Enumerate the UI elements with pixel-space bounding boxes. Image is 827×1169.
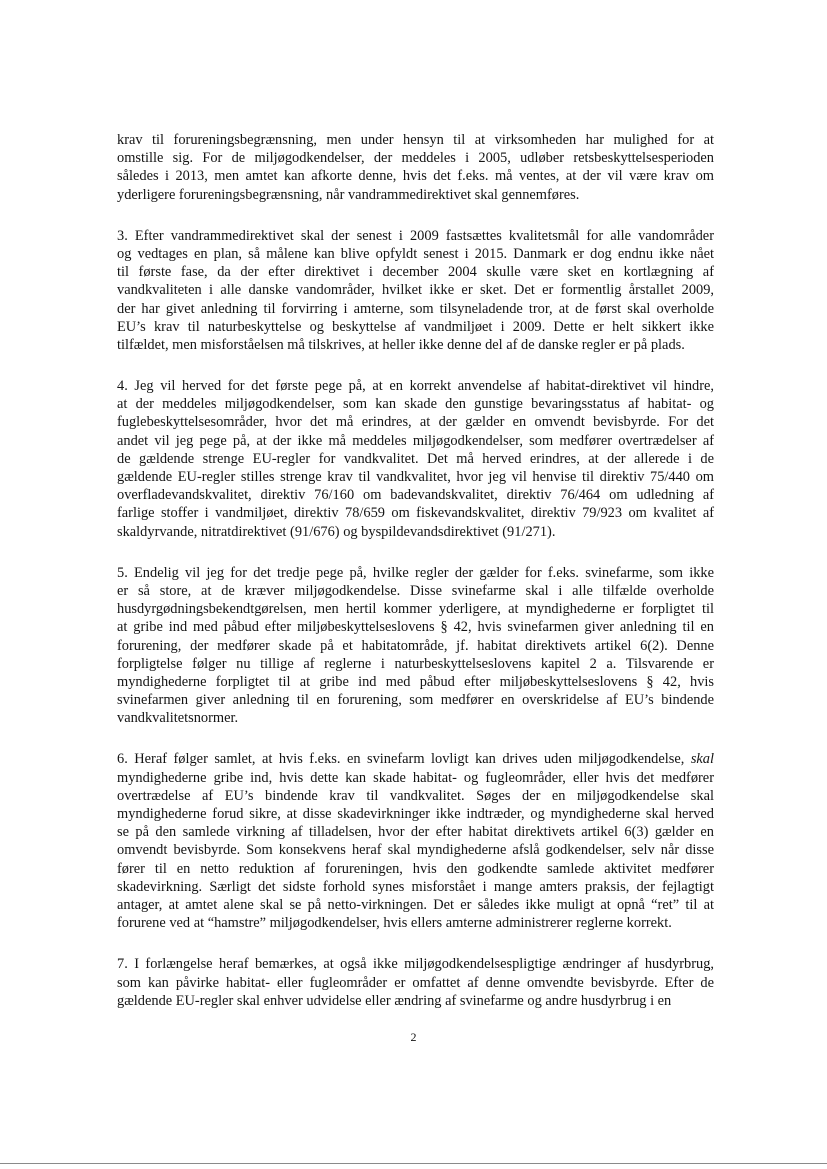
emphasized-word: skal bbox=[690, 751, 714, 768]
text-line: svinefarmen giver anledning til en forurening, som medfører en overskridelse af EU’s bindende bbox=[117, 692, 714, 709]
text-line: krav til forureningsbegrænsning, men under hensyn til at virksomheden har mulighed for at bbox=[117, 132, 714, 148]
document-body bbox=[117, 131, 714, 1033]
text-line: vandkvalitetsnormer. bbox=[117, 710, 239, 727]
text-segment: 6. Heraf følger samlet, at hvis f.eks. en svinefarm lovligt kan drives uden miljøgodkendelse, bbox=[117, 751, 691, 768]
text-line: andet vil jeg pege på, at der ikke må meddeles miljøgodkendelser, som medfører overtrædelser af bbox=[117, 432, 714, 449]
text-line: 3. Efter vandrammedirektivet skal der senest i 2009 fastsættes kvalitetsmål for alle vandområder bbox=[117, 227, 714, 244]
text-line: farlige stoffer i vandmiljøet, direktiv 78/659 om fiskevandskvalitet, direktiv 79/923 om kvalitet af bbox=[117, 505, 714, 522]
text-line: 5. Endelig vil jeg for det tredje pege på, hvilke regler der gælder for f.eks. svinefarme, som ikke bbox=[117, 564, 714, 581]
text-line: der har givet anledning til forvirring i amterne, som tilsyneladende tror, at de først skal overholde bbox=[117, 300, 714, 317]
text-line: omvendt bevisbyrde. Som konsekvens heraf skal myndighederne afslå godkendelser, selv når disse bbox=[117, 842, 714, 859]
text-line: er så store, at de kræver miljøgodkendelse. Disse svinefarme skal i alle tilfælde overholde bbox=[117, 582, 714, 599]
bottom-divider bbox=[0, 1163, 827, 1164]
paragraph-2 bbox=[117, 227, 714, 354]
text-line: omstille sig. For de miljøgodkendelser, der meddeles i 2005, udløber retsbeskyttelsesperioden bbox=[117, 150, 714, 167]
text-line: skaldyrvande, nitratdirektivet (91/676) og byspildevandsdirektivet (91/271). bbox=[117, 523, 556, 540]
paragraph-5 bbox=[117, 750, 714, 932]
text-line: forpligtelse følger nu tillige af reglerne i naturbeskyttelseslovens kapitel 2 a. Tilsvarende er bbox=[117, 655, 714, 672]
paragraph-6 bbox=[117, 955, 714, 1010]
text-line: som kan påvirke habitat- eller fugleområder er omfattet af denne omvendte bevisbyrde. Efter de bbox=[117, 974, 714, 991]
text-line: overtrædelse af EU’s bindende krav til vandkvalitet. Søges der en miljøgodkendelse skal bbox=[117, 787, 714, 804]
text-line: husdyrgødningsbekendtgørelsen, men hertil kommer yderligere, at myndighederne er forpligtet til bbox=[117, 601, 714, 618]
text-line: gældende EU-regler stilles strenge krav til vandkvalitet, hvor jeg vil henvise til direktiv 75/440 om bbox=[117, 469, 714, 485]
text-line: 4. Jeg vil herved for det første pege på, at en korrekt anvendelse af habitat-direktivet vil hindre, bbox=[117, 378, 714, 395]
text-line: således i 2013, men amtet kan afkorte denne, hvis det f.eks. må ventes, at der vil være krav om bbox=[117, 168, 714, 185]
text-line: fører til en netto reduktion af forureningen, hvis den godkendte samlede aktivitet medfører bbox=[117, 860, 714, 877]
text-line: 7. I forlængelse heraf bemærkes, at også ikke miljøgodkendelsespligtige ændringer af husdyrbrug, bbox=[117, 956, 714, 973]
text-line: yderligere forureningsbegrænsning, når vandrammedirektivet skal gennemføres. bbox=[117, 186, 580, 203]
text-line: vandkvaliteten i alle danske vandområder, hvilket ikke er sket. Det er formentlig årstallet 2009, bbox=[117, 282, 714, 299]
text-line: skadevirkning. Særligt det sidste forhold synes misforstået i mange amters praksis, der fejlagtigt bbox=[117, 878, 714, 895]
paragraph-1 bbox=[117, 131, 714, 204]
text-line: EU’s krav til naturbeskyttelse og beskyttelse af vandmiljøet i 2009. Dette er helt sikkert ikke bbox=[117, 318, 714, 335]
text-line: overfladevandskvalitet, direktiv 76/160 om badevandskvalitet, direktiv 76/464 om udledning af bbox=[117, 487, 714, 504]
text-line: antager, at amtet alene skal se på netto-virkningen. Det er således ikke muligt at opnå “ret” til at bbox=[117, 896, 714, 913]
text-line: gældende EU-regler skal enhver udvidelse eller ændring af svinefarme og andre husdyrbrug i en bbox=[117, 992, 672, 1009]
text-line: de gældende strenge EU-regler for vandkvalitet. Det må herved erindres, at der allerede i de bbox=[117, 450, 714, 467]
text-line: at gribe ind med påbud efter miljøbeskyttelseslovens § 42, hvis svinefarmen giver anledning til en bbox=[117, 619, 714, 636]
text-line: og vedtages en plan, så målene kan blive opfyldt senest i 2015. Danmark er dog endnu ikke nået bbox=[117, 245, 714, 262]
text-line: til første fase, da der efter direktivet i december 2004 skulle være sket en kortlægning af bbox=[117, 264, 714, 281]
page-number: 2 bbox=[410, 1030, 417, 1044]
text-line: myndighederne gribe ind, hvis dette kan skade habitat- og fugleområder, eller hvis det medfører bbox=[117, 769, 714, 786]
text-line: at der meddeles miljøgodkendelser, som kan skade den gunstige bevaringsstatus af habitat- og bbox=[117, 396, 714, 413]
text-line: myndighederne forpligtet til at gribe ind med påbud efter miljøbeskyttelseslovens § 42, hvis bbox=[117, 673, 714, 690]
text-line: se på den samlede virkning af tilladelsen, hvor der efter habitat direktivets artikel 6(3) gælder en bbox=[117, 824, 714, 841]
text-line: tilfældet, men misforståelsen må tilskrives, at heller ikke denne del af de danske regler er på plads. bbox=[117, 336, 685, 353]
text-line: forurene ved at “hamstre” miljøgodkendelser, hvis ellers amterne administrerer reglerne korrekt. bbox=[117, 915, 672, 932]
paragraph-3 bbox=[117, 377, 714, 541]
text-line: myndighederne forud sikre, at disse skadevirkninger ikke indtræder, og myndighederne skal herved bbox=[117, 806, 714, 822]
paragraph-4 bbox=[117, 564, 714, 728]
text-line: forurening, der medfører skade på et habitatområde, jf. habitat direktivets artikel 6(2). Denne bbox=[117, 637, 714, 654]
text-line bbox=[117, 750, 714, 768]
text-line: fuglebeskyttelsesområder, hvor det må erindres, at der gælder en omvendt bevisbyrde. For det bbox=[117, 414, 714, 431]
